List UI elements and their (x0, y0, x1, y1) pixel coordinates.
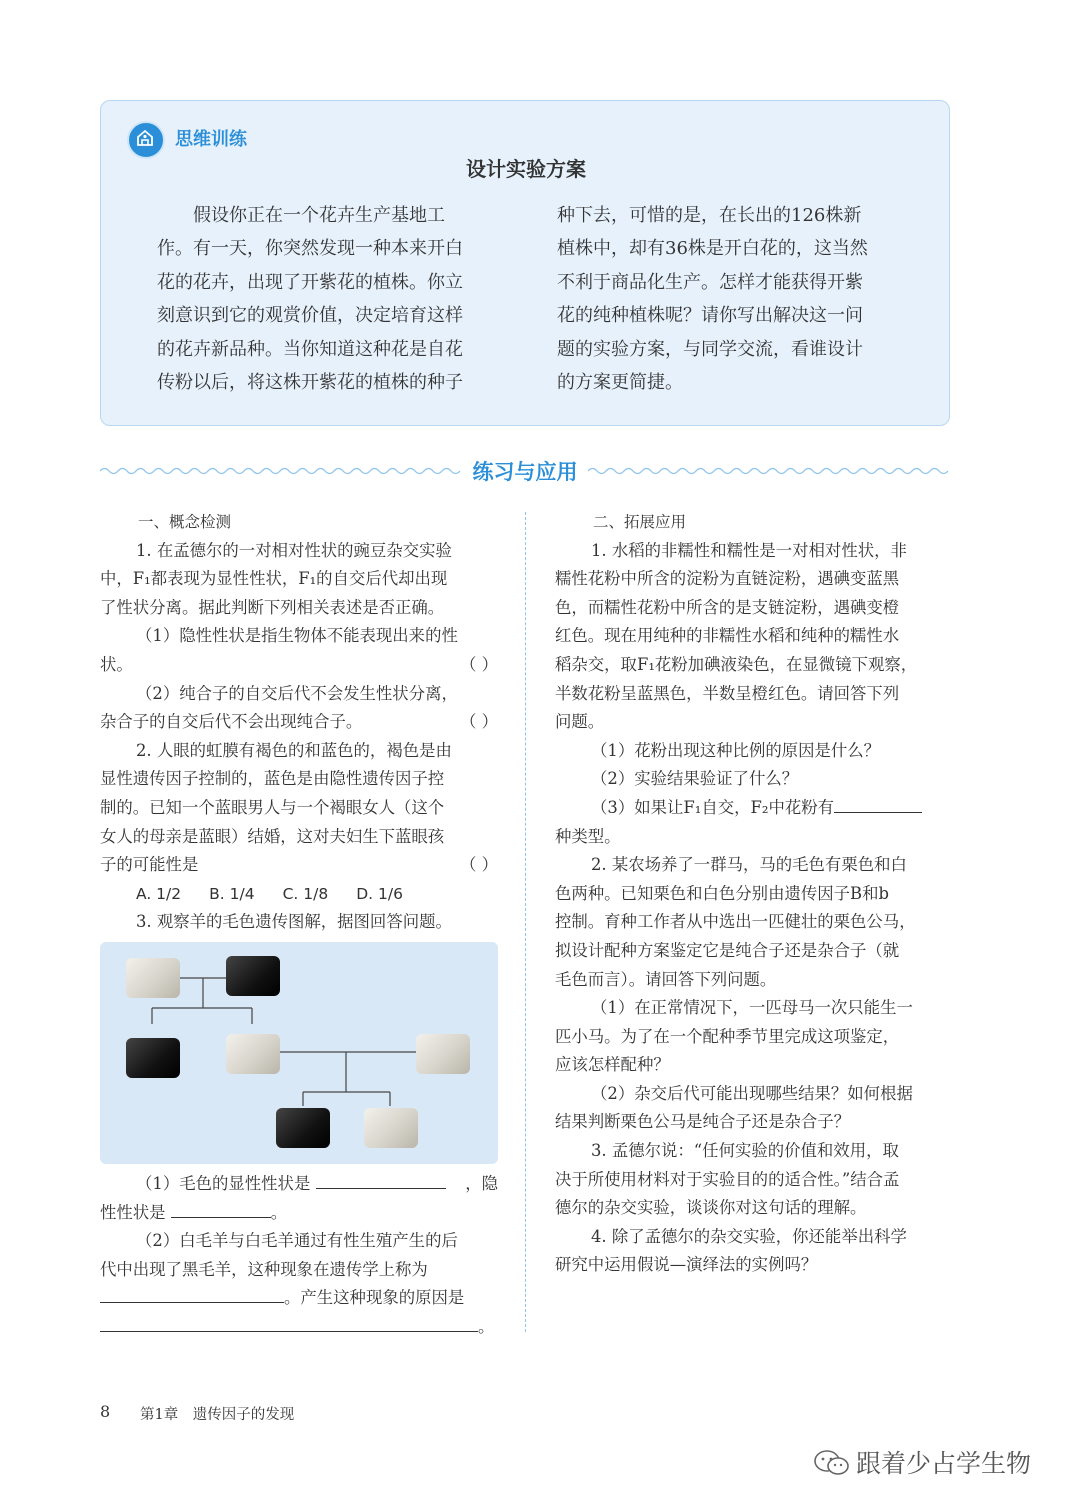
question-line: 3. 孟德尔说：“任何实验的价值和效用，取 (591, 1141, 899, 1161)
white-sheep-image (126, 958, 180, 998)
question-line: 代中出现了黑毛羊，这种现象在遗传学上称为 (100, 1259, 428, 1279)
extended-application-column (555, 508, 951, 1280)
white-sheep-image (416, 1034, 470, 1074)
question-line: （2）白毛羊与白毛羊通过有性生殖产生的后 (136, 1231, 458, 1251)
wechat-icon (812, 1448, 852, 1478)
question-line: 1. 水稻的非糯性和糯性是一对相对性状，非 (591, 540, 907, 560)
option-d: D. 1/6 (356, 884, 403, 903)
question-line: 显性遗传因子控制的，蓝色是由隐性遗传因子控 (100, 769, 445, 789)
question-text: 状。 (100, 654, 133, 674)
question-line: 半数花粉呈蓝黑色，半数呈橙红色。请回答下列 (555, 683, 900, 703)
question-text: 。 (270, 1202, 288, 1222)
question-line: 应该怎样配种？ (555, 1055, 670, 1075)
question-line: 拟设计配种方案鉴定它是纯合子还是杂合子（就 (555, 940, 900, 960)
answer-blank[interactable] (100, 1284, 284, 1303)
question-line: 4. 除了孟德尔的杂交实验，你还能举出科学 (591, 1226, 907, 1246)
question-line: 中，F₁都表现为显性性状，F₁的自交后代却出现 (100, 569, 448, 589)
wave-divider-right (588, 466, 950, 476)
question-line: （1）在正常情况下，一匹母马一次只能生一 (591, 998, 913, 1018)
question-line: 女人的母亲是蓝眼）结婚，这对夫妇生下蓝眼孩 (100, 826, 445, 846)
text-line: 假设你正在一个花卉生产基地工 (193, 205, 445, 226)
question-line: 色两种。已知栗色和白色分别由遗传因子B和b (555, 883, 889, 903)
text-line: 传粉以后，将这株开紫花的植株的种子 (157, 372, 463, 394)
question-line: 了性状分离。据此判断下列相关表述是否正确。 (100, 597, 445, 617)
question-line: 1. 在孟德尔的一对相对性状的豌豆杂交实验 (136, 540, 452, 560)
answer-blank[interactable] (834, 794, 922, 813)
white-sheep-image (364, 1108, 418, 1148)
question-line: 决于所使用材料对于实验目的的适合性。”结合孟 (555, 1169, 900, 1189)
question-line: 糯性花粉中所含的淀粉为直链淀粉，遇碘变蓝黑 (555, 569, 900, 589)
section-heading: 一、概念检测 (138, 513, 232, 531)
question-line (100, 1284, 498, 1313)
question-line (555, 794, 951, 823)
question-line: （1）花粉出现这种比例的原因是什么？ (591, 740, 881, 760)
question-text: （3）如果让F₁自交，F₂中花粉有 (591, 797, 835, 817)
text-line: 题的实验方案，与同学交流，看谁设计 (557, 338, 863, 360)
option-a: A. 1/2 (136, 884, 182, 903)
question-line: 红色。现在用纯种的非糯性水稻和纯种的糯性水 (555, 626, 900, 646)
answer-blank[interactable] (316, 1170, 446, 1189)
option-c: C. 1/8 (282, 884, 329, 903)
text-line: 不利于商品化生产。怎样才能获得开紫 (557, 271, 863, 293)
text-line: 的花卉新品种。当你知道这种花是自花 (157, 338, 463, 360)
question-line: （2）实验结果验证了什么？ (591, 769, 799, 789)
text-line: 刻意识到它的观赏价值，决定培育这样 (157, 305, 463, 327)
question-line: 3. 观察羊的毛色遗传图解，据图回答问题。 (136, 912, 452, 932)
question-line: （2）杂交后代可能出现哪些结果？如何根据 (591, 1083, 913, 1103)
black-sheep-image (226, 956, 280, 996)
question-text: 性性状是 (100, 1202, 166, 1222)
question-line: （2）纯合子的自交后代不会发生性状分离， (136, 683, 458, 703)
question-text: 子的可能性是 (100, 855, 199, 875)
thinking-training-box (100, 100, 950, 426)
page-number: 8 (100, 1402, 111, 1421)
question-line: 控制。育种工作者从中选出一匹健壮的栗色公马， (555, 912, 916, 932)
option-b: B. 1/4 (209, 884, 255, 903)
chapter-title: 第1章 遗传因子的发现 (140, 1407, 295, 1423)
column-divider (525, 512, 526, 1332)
question-line: 研究中运用假说—演绎法的实例吗？ (555, 1255, 818, 1275)
text-line: 的方案更简捷。 (557, 372, 683, 394)
thinking-left-column (157, 199, 499, 399)
white-sheep-image (226, 1034, 280, 1074)
account-watermark: 跟着少占学生物 (856, 1449, 1032, 1478)
question-line (100, 1199, 498, 1228)
question-line (100, 708, 498, 737)
text-line: 花的纯种植株呢？请你写出解决这一问 (557, 305, 863, 327)
question-line (100, 1313, 498, 1342)
question-text: 杂合子的自交后代不会出现纯合子。 (100, 712, 363, 732)
question-line: 毛色而言）。请回答下列问题。 (555, 969, 777, 989)
answer-blank[interactable] (171, 1199, 271, 1218)
thinking-title: 设计实验方案 (466, 157, 586, 181)
question-line: （1）隐性性状是指生物体不能表现出来的性 (136, 626, 458, 646)
question-line: 德尔的杂交实验，谈谈你对这句话的理解。 (555, 1198, 867, 1218)
concept-check-column (100, 508, 498, 1341)
black-sheep-image (126, 1038, 180, 1078)
question-line: 制的。已知一个蓝眼男人与一个褐眼女人（这个 (100, 797, 445, 817)
text-line: 植株中，却有36株是开白花的，这当然 (557, 238, 868, 260)
question-text: 。产生这种现象的原因是 (284, 1288, 465, 1308)
sheep-inheritance-figure (100, 942, 498, 1164)
question-line (100, 1170, 498, 1199)
question-text: ，隐 (465, 1173, 498, 1193)
question-line (100, 651, 498, 680)
text-line: 花的花卉，出现了开紫花的植株。你立 (157, 271, 463, 293)
answer-blank[interactable] (100, 1313, 478, 1332)
question-line: 匹小马。为了在一个配种季节里完成这项鉴定， (555, 1026, 900, 1046)
question-line: 2. 某农场养了一群马，马的毛色有栗色和白 (591, 855, 907, 875)
text-line: 种下去，可惜的是，在长出的126株新 (557, 205, 862, 226)
thinking-label: 思维训练 (175, 129, 247, 150)
black-sheep-image (276, 1108, 330, 1148)
answer-parentheses: （ ） (460, 855, 498, 875)
text-line: 作。有一天，你突然发现一种本来开白 (157, 238, 463, 260)
answer-parentheses: （ ） (460, 654, 498, 674)
question-text: 。 (478, 1316, 495, 1336)
section-title: 练习与应用 (472, 460, 578, 484)
question-text: （1）毛色的显性性状是 (136, 1173, 311, 1193)
question-line: 稻杂交，取F₁花粉加碘液染色，在显微镜下观察， (555, 654, 918, 674)
answer-options (100, 880, 498, 909)
section-header (100, 452, 950, 488)
thinking-right-column (557, 199, 899, 399)
question-line (100, 851, 498, 880)
section-heading: 二、拓展应用 (593, 513, 687, 531)
answer-parentheses: （ ） (460, 712, 498, 732)
question-line: 问题。 (555, 712, 605, 732)
question-line: 结果判断栗色公马是纯合子还是杂合子？ (555, 1112, 851, 1132)
question-line: 2. 人眼的虹膜有褐色的和蓝色的，褐色是由 (136, 740, 452, 760)
question-line: 种类型。 (555, 826, 621, 846)
question-line: 色，而糯性花粉中所含的是支链淀粉，遇碘变橙 (555, 597, 900, 617)
